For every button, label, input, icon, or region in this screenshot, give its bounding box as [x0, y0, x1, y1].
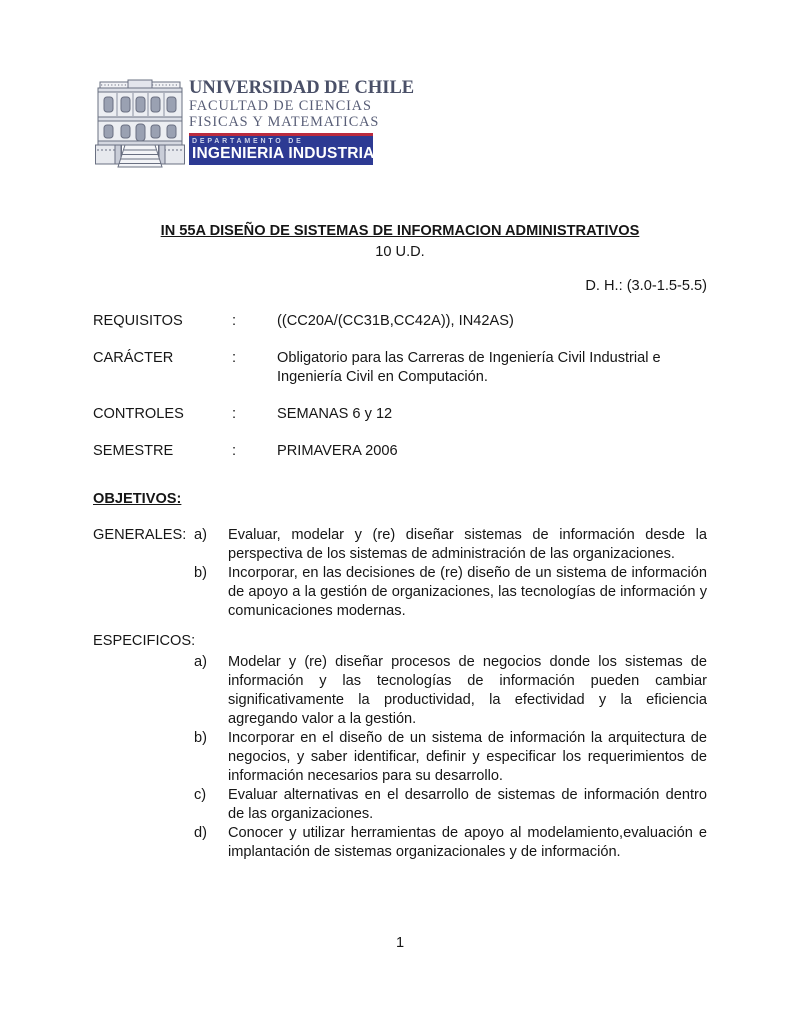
- item-marker: c): [194, 787, 207, 803]
- detail-label: SEMESTRE: [93, 443, 174, 459]
- item-marker: b): [194, 565, 207, 581]
- especificos-label: ESPECIFICOS:: [93, 633, 196, 649]
- generales-label: GENERALES:: [93, 527, 187, 543]
- page-number: 1: [395, 935, 405, 951]
- university-building-icon: [95, 79, 185, 168]
- item-text: Evaluar alternativas en el desarrollo de sistemas de información dentro de las organizaciones.: [228, 787, 707, 822]
- detail-value: PRIMAVERA 2006: [277, 443, 398, 459]
- objectives-heading: OBJETIVOS:: [93, 491, 182, 507]
- objective-item-especificos-c: [93, 786, 707, 824]
- item-text: Conocer y utilizar herramientas de apoyo al modelamiento,evaluación e implantación de sistemas organizacionales y de información.: [228, 825, 707, 860]
- objective-item-generales-a: [93, 526, 707, 564]
- objective-item-especificos-d: [93, 824, 707, 862]
- objective-item-generales-b: [93, 564, 707, 621]
- item-marker: d): [194, 825, 207, 841]
- detail-value: SEMANAS 6 y 12: [277, 406, 393, 422]
- faculty-name-line2: FISICAS Y MATEMATICAS: [189, 113, 380, 130]
- docent-hours: D. H.: (3.0-1.5-5.5): [585, 278, 707, 294]
- university-name: UNIVERSIDAD DE CHILE: [189, 78, 415, 98]
- course-title: IN 55A DISEÑO DE SISTEMAS DE INFORMACION ADMINISTRATIVOS: [160, 223, 640, 239]
- course-details: [93, 312, 707, 479]
- detail-row-caracter: [93, 349, 707, 387]
- detail-row-semestre: [93, 442, 707, 461]
- detail-separator: :: [232, 350, 237, 366]
- detail-separator: :: [232, 443, 237, 459]
- department-banner: [189, 133, 385, 165]
- detail-label: CONTROLES: [93, 406, 184, 422]
- item-marker: b): [194, 730, 207, 746]
- banner-blue-box: [189, 136, 385, 165]
- department-name: INGENIERIA INDUSTRIAL: [192, 144, 385, 162]
- item-marker: a): [194, 654, 207, 670]
- item-text: Incorporar, en las decisiones de (re) diseño de un sistema de información de apoyo a la gestión de organizaciones, las tecnologías de información y comunicaciones modernas.: [228, 565, 707, 619]
- detail-label: CARÁCTER: [93, 350, 174, 366]
- faculty-name-line1: FACULTAD DE CIENCIAS: [189, 98, 372, 115]
- detail-row-requisitos: [93, 312, 707, 331]
- university-logo: [95, 78, 415, 168]
- objectives-section: [93, 526, 707, 862]
- objective-item-especificos-a: [93, 653, 707, 729]
- item-text: Incorporar en el diseño de un sistema de información la arquitectura de negocios, y saber identificar, definir y especificar los requerimientos de información necesarios para su desarrollo.: [228, 730, 707, 784]
- detail-row-controles: [93, 405, 707, 424]
- course-units: 10 U.D.: [375, 244, 425, 260]
- item-marker: a): [194, 527, 207, 543]
- department-label: DEPARTAMENTO DE: [192, 137, 304, 145]
- detail-value: Obligatorio para las Carreras de Ingeniería Civil Industrial e Ingeniería Civil en Computación.: [277, 350, 661, 385]
- objective-item-especificos-b: [93, 729, 707, 786]
- detail-separator: :: [232, 313, 237, 329]
- item-text: Modelar y (re) diseñar procesos de negocios donde los sistemas de información y las tecnologías de información pueden cambiar significativamente la productividad, la efectividad y la eficiencia agregando valor a la gestión.: [228, 654, 707, 727]
- detail-value: ((CC20A/(CC31B,CC42A)), IN42AS): [277, 313, 514, 329]
- item-text: Evaluar, modelar y (re) diseñar sistemas de información desde la perspectiva de los sistemas de administración de las organizaciones.: [228, 527, 707, 562]
- logo-text-block: [189, 78, 415, 165]
- detail-separator: :: [232, 406, 237, 422]
- detail-label: REQUISITOS: [93, 313, 183, 329]
